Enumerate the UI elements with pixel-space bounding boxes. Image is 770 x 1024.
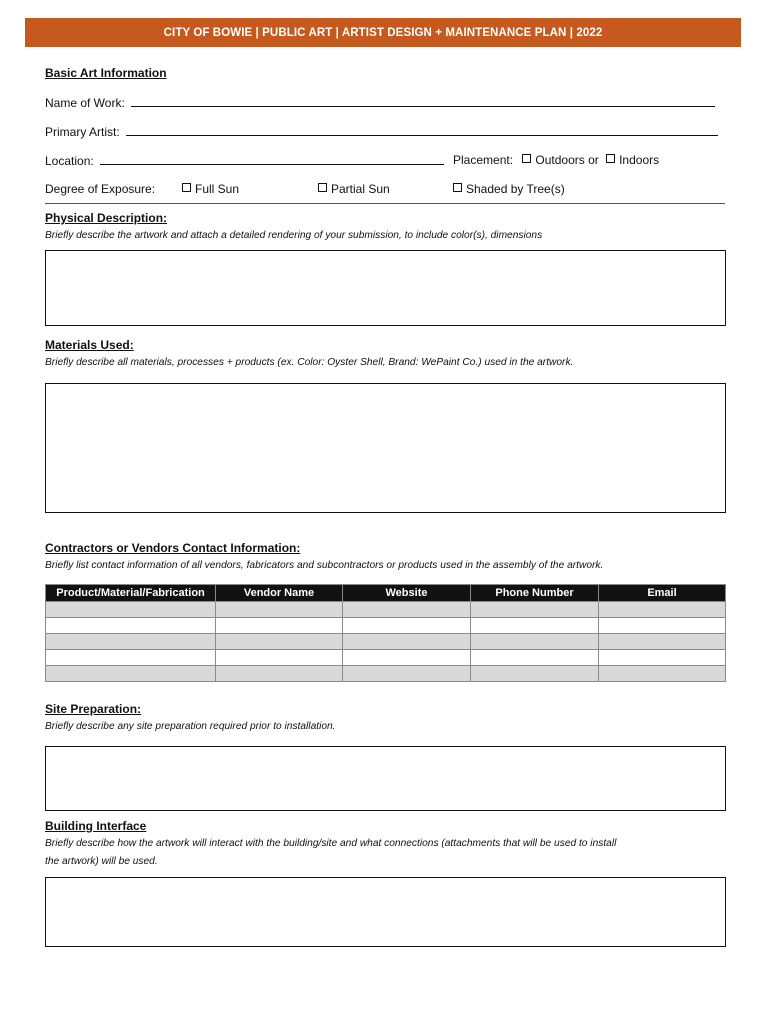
- page-header-banner: [25, 18, 741, 47]
- exposure-option-full-sun[interactable]: Full Sun: [182, 182, 239, 196]
- table-cell[interactable]: [46, 650, 216, 666]
- table-cell[interactable]: [216, 618, 343, 634]
- primary-artist-row: [45, 124, 718, 139]
- table-cell[interactable]: [46, 602, 216, 618]
- physical-description-title: Physical Description:: [45, 211, 168, 225]
- table-header-row: [46, 585, 726, 602]
- location-label: Location:: [45, 154, 94, 168]
- location-row: [45, 153, 444, 168]
- table-row: [46, 666, 726, 682]
- materials-used-instructions: Briefly describe all materials, processes + products (ex. Color: Oyster Shell, Brand: WePaint Co.) used in the artwork.: [45, 357, 574, 368]
- table-cell[interactable]: [471, 634, 599, 650]
- exposure-option-shaded[interactable]: Shaded by Tree(s): [453, 182, 565, 196]
- name-of-work-field[interactable]: [131, 95, 715, 107]
- table-cell[interactable]: [343, 618, 471, 634]
- column-header-phone-number: Phone Number: [471, 585, 599, 602]
- building-interface-textbox[interactable]: [45, 877, 726, 947]
- checkbox-icon[interactable]: [182, 183, 191, 192]
- table-row: [46, 602, 726, 618]
- table-row: [46, 634, 726, 650]
- building-interface-instructions-line1: Briefly describe how the artwork will interact with the building/site and what connections (attachments that will be used to install: [45, 838, 617, 849]
- building-interface-instructions: [45, 835, 745, 871]
- building-interface-title: Building Interface: [45, 819, 147, 833]
- basic-info-title: Basic Art Information: [45, 66, 167, 80]
- primary-artist-field[interactable]: [126, 124, 718, 136]
- table-cell[interactable]: [471, 650, 599, 666]
- primary-artist-label: Primary Artist:: [45, 125, 120, 139]
- placement-row: [453, 153, 659, 167]
- exposure-option-partial-sun[interactable]: Partial Sun: [318, 182, 390, 196]
- site-preparation-instructions: Briefly describe any site preparation required prior to installation.: [45, 721, 336, 732]
- materials-used-textbox[interactable]: [45, 383, 726, 513]
- checkbox-icon[interactable]: [606, 154, 615, 163]
- placement-option-indoors[interactable]: Indoors: [606, 153, 659, 167]
- contractors-title: Contractors or Vendors Contact Information:: [45, 541, 301, 555]
- physical-description-textbox[interactable]: [45, 250, 726, 326]
- table-row: [46, 650, 726, 666]
- table-cell[interactable]: [216, 602, 343, 618]
- table-cell[interactable]: [343, 602, 471, 618]
- table-cell[interactable]: [471, 666, 599, 682]
- contractors-table: [45, 584, 726, 682]
- table-cell[interactable]: [46, 666, 216, 682]
- table-cell[interactable]: [216, 634, 343, 650]
- table-cell[interactable]: [599, 666, 726, 682]
- table-cell[interactable]: [471, 618, 599, 634]
- table-cell[interactable]: [343, 666, 471, 682]
- table-cell[interactable]: [599, 634, 726, 650]
- name-of-work-label: Name of Work:: [45, 96, 125, 110]
- placement-option-outdoors[interactable]: Outdoors or: [522, 153, 598, 167]
- table-row: [46, 618, 726, 634]
- table-cell[interactable]: [46, 634, 216, 650]
- section-divider: [45, 203, 725, 204]
- site-preparation-textbox[interactable]: [45, 746, 726, 811]
- name-of-work-row: [45, 95, 715, 110]
- header-title: CITY OF BOWIE | PUBLIC ART | ARTIST DESIGN + MAINTENANCE PLAN | 2022: [163, 26, 603, 39]
- placement-label: Placement:: [453, 153, 514, 167]
- physical-description-instructions: Briefly describe the artwork and attach a detailed rendering of your submission, to include color(s), dimensions: [45, 230, 543, 241]
- column-header-vendor-name: Vendor Name: [216, 585, 343, 602]
- table-cell[interactable]: [471, 602, 599, 618]
- column-header-website: Website: [343, 585, 471, 602]
- table-cell[interactable]: [599, 602, 726, 618]
- exposure-label: Degree of Exposure:: [45, 182, 156, 196]
- checkbox-icon[interactable]: [453, 183, 462, 192]
- checkbox-icon[interactable]: [318, 183, 327, 192]
- table-cell[interactable]: [216, 666, 343, 682]
- contractors-instructions: Briefly list contact information of all vendors, fabricators and subcontractors or products used in the assembly of the artwork.: [45, 560, 604, 571]
- checkbox-icon[interactable]: [522, 154, 531, 163]
- table-cell[interactable]: [216, 650, 343, 666]
- column-header-product: Product/Material/Fabrication: [46, 585, 216, 602]
- table-cell[interactable]: [343, 634, 471, 650]
- table-cell[interactable]: [46, 618, 216, 634]
- building-interface-instructions-line2: the artwork) will be used.: [45, 856, 158, 867]
- location-field[interactable]: [100, 153, 444, 165]
- table-cell[interactable]: [599, 618, 726, 634]
- table-cell[interactable]: [343, 650, 471, 666]
- column-header-email: Email: [599, 585, 726, 602]
- table-cell[interactable]: [599, 650, 726, 666]
- materials-used-title: Materials Used:: [45, 338, 134, 352]
- site-preparation-title: Site Preparation:: [45, 702, 142, 716]
